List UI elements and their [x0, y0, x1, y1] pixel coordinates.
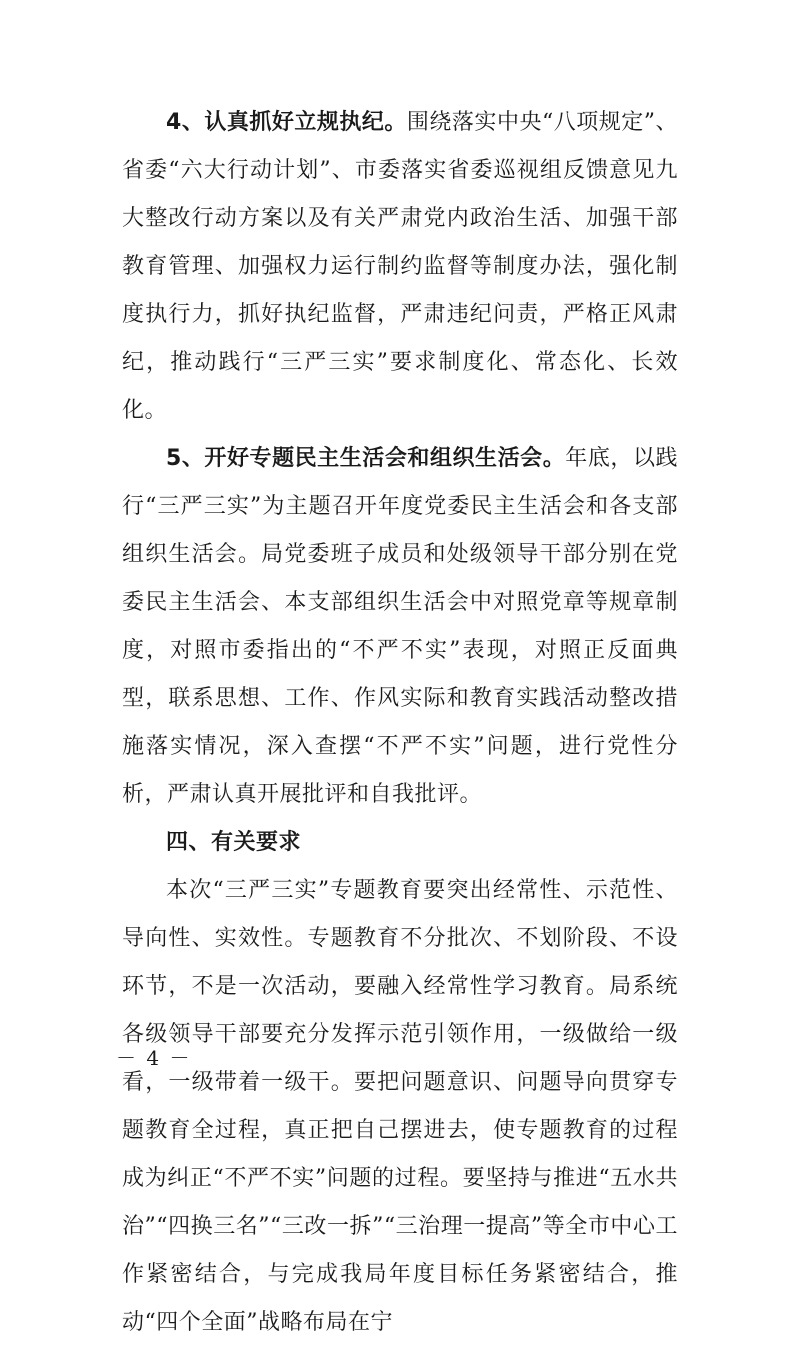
paragraph-item-5-lead: 5、开好专题民主生活会和组织生活会。	[166, 446, 566, 471]
paragraph-requirements: 本次“三严三实”专题教育要突出经常性、示范性、导向性、实效性。专题教育不分批次、不划阶段、不设环节，不是一次活动，要融入经常性学习教育。局系统各级领导干部要充分发挥示范引领作用，一级做给一级看，一级带着一级干。要把问题意识、问题导向贯穿专题教育全过程，真正把自己摆进去，使专题教育的过程成为纠正“不严不实”问题的过程。要坚持与推进“五水共治”“四换三名”“三改一拆”“三治理一提高”等全市中心工作紧密结合，与完成我局年度目标任务紧密结合，推动“四个全面”战略布局在宁	[122, 878, 678, 1335]
page-number: － 4 －	[116, 1046, 192, 1070]
paragraph-item-4-text: 围绕落实中央“八项规定”、省委“六大行动计划”、市委落实省委巡视组反馈意见九大整改行动方案以及有关严肃党内政治生活、加强干部教育管理、加强权力运行制约监督等制度办法，强化制度执行力，抓好执纪监督，严肃违纪问责，严格正风肃纪，推动践行“三严三实”要求制度化、常态化、长效化。	[122, 110, 678, 423]
paragraph-item-5-text: 年底，以践行“三严三实”为主题召开年度党委民主生活会和各支部组织生活会。局党委班子成员和处级领导干部分别在党委民主生活会、本支部组织生活会中对照党章等规章制度，对照市委指出的“不严不实”表现，对照正反面典型，联系思想、工作、作风实际和教育实践活动整改措施落实情况，深入查摆“不严不实”问题，进行党性分析，严肃认真开展批评和自我批评。	[122, 446, 678, 807]
paragraph-item-4	[122, 99, 678, 435]
paragraph-item-4-lead: 4、认真抓好立规执纪。	[166, 110, 407, 135]
paragraph-item-5	[122, 435, 678, 819]
document-body	[122, 99, 678, 1347]
section-heading: 四、有关要求	[166, 830, 302, 855]
